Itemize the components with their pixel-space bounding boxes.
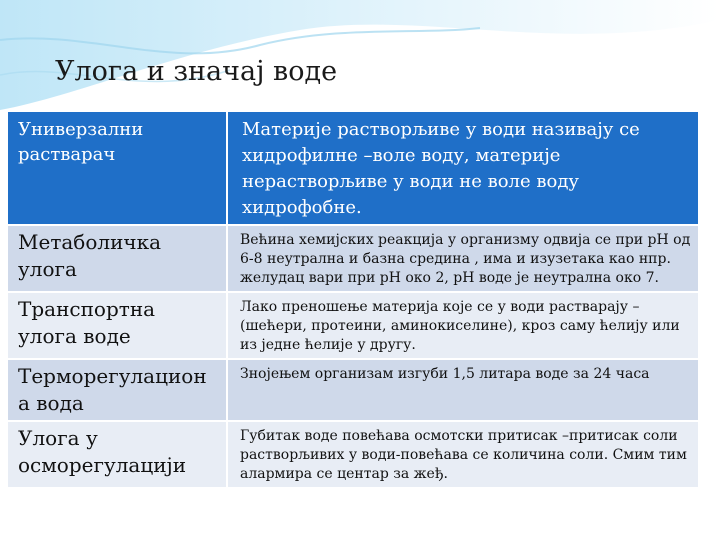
row-description-cell: Лако преношење материја које се у води растварају – (шећери, протеини, аминокиселине), кроз саму ћелију или из једне ћелије у другу. (226, 293, 698, 358)
row-role-cell: Метаболичка улога (8, 226, 226, 291)
row-role-cell: Терморегулацион а вода (8, 360, 226, 420)
row-description-cell: Већина хемијских реакција у организму одвија се при pH од 6-8 неутрална и базна средина , има и изузетака као нпр. желудац вари при pH око 2, pH воде је неутрална око 7. (226, 226, 698, 291)
table-row (8, 226, 698, 293)
table-row (8, 422, 698, 489)
row-description-cell: Губитак воде повећава осмотски притисак –притисак соли растворљивих у води-повећава се количина соли. Смим тим алармира се центар за жеђ. (226, 422, 698, 487)
table-row (8, 293, 698, 360)
header-right-cell: Материје растворљиве у води називају се хидрофилне –воле воду, материје нерастворљиве у води не воле воду хидрофобне. (226, 112, 698, 224)
table-row (8, 360, 698, 422)
row-role-cell: Транспортна улога воде (8, 293, 226, 358)
row-description-cell: Знојењем организам изгуби 1,5 литара воде за 24 часа (226, 360, 698, 420)
header-left-cell: Универзални растварач (18, 119, 144, 165)
slide-title: Улога и значај воде (55, 56, 338, 87)
table-header-row (8, 112, 698, 226)
water-roles-table (8, 112, 698, 489)
row-role-cell: Улога у осморегулацији (8, 422, 226, 487)
